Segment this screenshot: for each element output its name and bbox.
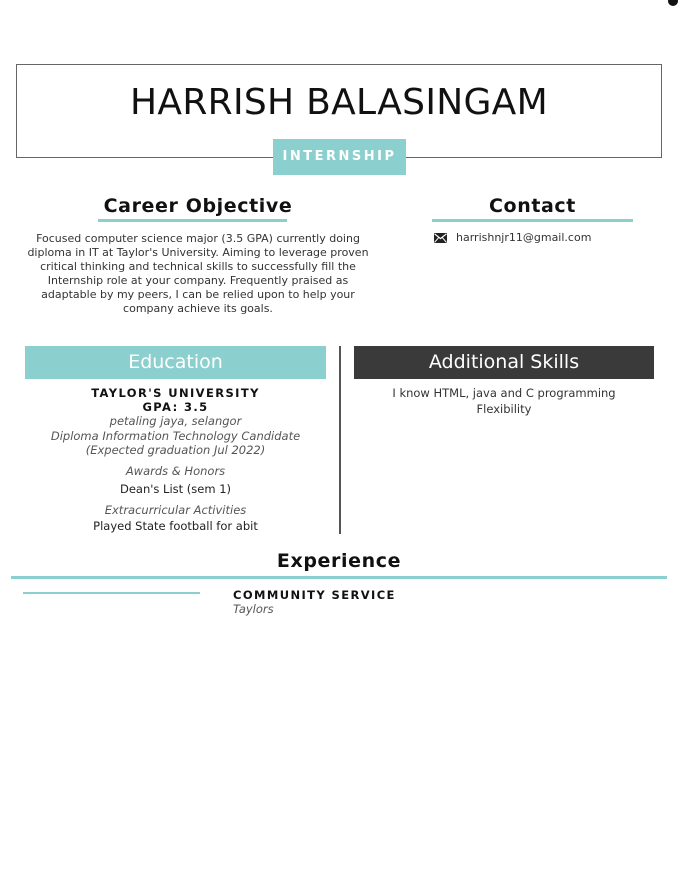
experience-date-rule	[23, 592, 200, 594]
activities-label: Extracurricular Activities	[104, 503, 247, 517]
position-tag: INTERNSHIP	[273, 139, 406, 175]
awards-value: Dean's List (sem 1)	[119, 482, 232, 496]
experience-heading: Experience	[276, 550, 402, 572]
education-heading: Education	[25, 346, 326, 379]
experience-rule	[11, 576, 667, 579]
graduation-date: (Expected graduation Jul 2022)	[85, 443, 266, 457]
skill-item: Flexibility	[476, 402, 532, 416]
contact-email-row	[434, 231, 591, 244]
objective-line: Focused computer science major (3.5 GPA) currently doing	[36, 232, 360, 245]
envelope-icon	[434, 233, 447, 243]
column-divider	[339, 346, 341, 534]
corner-dot	[668, 0, 678, 6]
activities-value: Played State football for abit	[93, 519, 258, 533]
university-name: TAYLOR'S UNIVERSITY	[91, 386, 260, 400]
university-location: petaling jaya, selangor	[109, 414, 242, 428]
gpa: GPA: 3.5	[142, 400, 209, 414]
skill-item: I know HTML, java and C programming	[392, 386, 616, 400]
candidate-name: HARRISH BALASINGAM	[130, 82, 548, 123]
objective-line: diploma in IT at Taylor's University. Aiming to leverage proven	[27, 246, 369, 259]
objective-line: adaptable by my peers, I can be relied upon to help your	[41, 288, 355, 301]
career-objective-underline	[98, 219, 287, 222]
contact-underline	[432, 219, 633, 222]
additional-skills-heading: Additional Skills	[354, 346, 654, 379]
awards-label: Awards & Honors	[125, 464, 226, 478]
objective-line: company achieve its goals.	[123, 302, 273, 315]
career-objective-heading: Career Objective	[103, 195, 293, 217]
objective-line: Internship role at your company. Frequently praised as	[47, 274, 349, 287]
experience-organization: Taylors	[233, 602, 274, 616]
objective-line: critical thinking and technical skills to successfully fill the	[40, 260, 356, 273]
experience-title: COMMUNITY SERVICE	[233, 588, 396, 602]
career-objective-text	[20, 232, 376, 316]
program-name: Diploma Information Technology Candidate	[50, 429, 301, 443]
contact-email[interactable]: harrishnjr11@gmail.com	[456, 231, 592, 244]
contact-heading: Contact	[489, 195, 576, 217]
